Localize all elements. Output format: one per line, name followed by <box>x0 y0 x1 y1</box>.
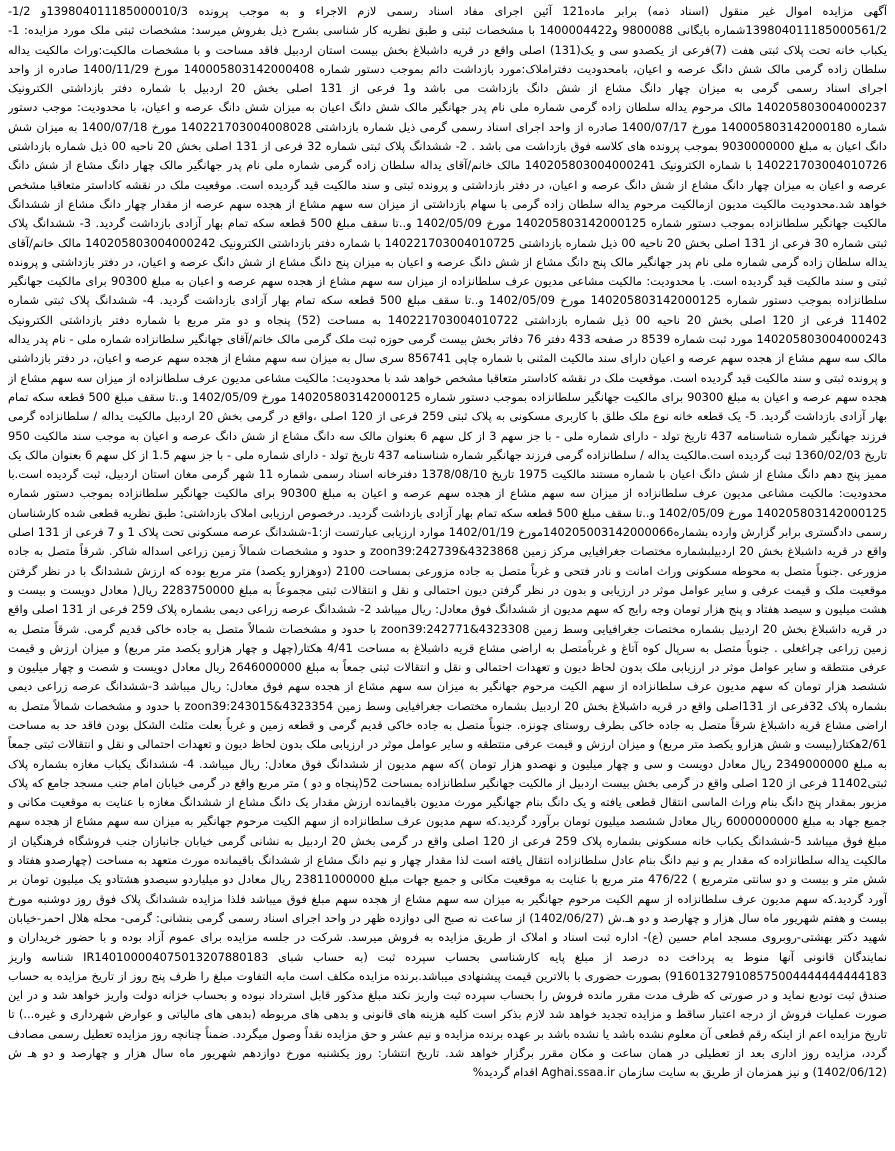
auction-notice-text: آگهی مزایده اموال غیر منقول (اسناد ذمه) برابر ماده121 آئین اجرای مفاد اسناد رسمی لازم الاجراء و به موجب پرونده 139804011185000010/3و 1/2-139804011185000561/2شماره بایگانی 9800088 و1400004422 با مشخصات ثبتی و طبق نظریه کار شناسی بشرح ذیل بفروش میرسد: مشخصات ثبتی ملک مورد مزایده: 1-یکباب خانه تحت پلاک ثبتی هفت (7)فرعی از یکصدو سی و یک(131) اصلی واقع در قریه داشبلاغ بخش بیست استان اردبیل فاقد مساحت و با مشخصات مالکیت:وراث مالکیت یداله سلطان زاده گرمی مالک شش دانگ عرصه و اعیان، بامحدودیت دفتراملاک:مورد بازداشت دائم بموجب دستور شماره 140005803142000408 مورخ 1400/11/29 صادره از واحد اجرای اسناد رسمی گرمی به میزان چهار دانگ مشاع از شش دانگ بازداشت می باشد و1 فرعی از 131 اصلی بخش 20 اردبیل با شماره دفتر بازداشتی الکترونیک 140205803004000237 مالک مرحوم یداله سلطان زاده گرمی شماره ملی نام پدر جهانگیر مالک شش دانگ اعیان به میزان شش دانگ عرصه و اعیان، با محدودیت: موجب دستور شماره 140005803142000180 مورخ 1400/07/17 صادره از واحد اجرای اسناد رسمی گرمی ذیل شماره بازداشتی 140221703004008028 مورخ 1400/07/18 به میزان شش دانگ اعیان به مبلغ 9030000000 بموجب پرونده های کلاسه فوق بازداشت می باشد . 2- ششدانگ پلاک ثبتی شماره 32 فرعی از 131 اصلی بخش 20 ناحیه 00 ذیل شماره بازداشتی 140221703004010726 با شماره الکترونیک 140205803004000241 مالک خانم/آقای یداله سلطان زاده گرمی شماره ملی نام پدر جهانگیر مالک چهار دانگ مشاع از شش دانگ عرصه و اعیان به میزان چهار دانگ مشاع از شش دانگ عرصه و اعیان، در دفتر بازداشتی و پرونده ثبتی و سند مالکیت قید گردیده است. موقعیت ملک در نقشه کاداستر متعاقبا مشخص خواهد شد.محدودیت مالکیت مدیون ازمالکیت مرحوم یداله سلطان زاده گرمی با سهام بازداشتی از میزان سه سهم مشاع از هجده سهم عرصه از مقدار چهار دانگ مشاع از ششدانگ مالکیت جهانگیر سلطانزاده بموجب دستور شماره 140205803142000125 مورخ 1402/05/09 و..تا سقف مبلغ 500 قطعه سکه تمام بهار آزادی بازداشت گردید. 3- ششدانگ پلاک ثبتی شماره 30 فرعی از 131 اصلی بخش 20 ناحیه 00 ذیل شماره بازداشتی 140221703004010725 با شماره دفتر بازداشتی الکترونیک 140205803004000242 مالک خانم/آقای یداله سلطان زاده گرمی شماره ملی نام پدر جهانگیر مالک پنج دانگ مشاع از شش دانگ عرصه و اعیان به میزان پنج دانگ مشاع از شش دانگ عرصه و اعیان، در دفتر بازداشتی و پرونده ثبتی و سند مالکیت قید گردیده است. با محدودیت: مالکیت مشاعی مدیون عرف سلطانزاده از میزان سه سهم مشاع از هجده سهم عرصه و اعیان به مبلغ 90300 برای مالکیت جهانگیر سلطانزاده بموجب دستور شماره 140205803142000125 مورخ 1402/05/09 و..تا سقف مبلغ 500 قطعه سکه تمام بهار آزادی بازداشت گردید. 4- ششدانگ پلاک ثبتی شماره 11402 فرعی از 120 اصلی بخش 20 ناحیه 00 ذیل شماره بازداشتی 140221703004010722 به مساحت (52) پنجاه و دو متر مربع با شماره دفتر بازداشتی الکترونیک 140205803004000243 مورد ثبت شماره 8539 در صفحه 433 دفتر 76 دفاتر بخش بیست گرمی حوزه ثبت ملک گرمی مالک خانم/آقای جهانگیر سلطانزاده شماره ملی - نام پدر یداله مالک سه سهم مشاع از هجده سهم عرصه و اعیان دارای سند مالکیت المثنی با شماره چاپی 856741 سری سال به میزان سه سهم مشاع از هجده سهم عرصه و اعیان، در دفتر بازداشتی و پرونده ثبتی و سند مالکیت قید گردیده است. موقعیت ملک در نقشه کاداستر متعاقبا مشخص خواهد شد با محدودیت: مالکیت مشاعی مدیون عرف سلطانزاده از میزان سه سهم مشاع از هجده سهم عرصه و اعیان به مبلغ 90300 برای مالکیت جهانگیر سلطانزاده بموجب دستور شماره 140205803142000125 مورخ 1402/05/09 و..تا سقف مبلغ 500 قطعه سکه تمام بهار آزادی بازداشت گردید. 5- یک قطعه خانه نوع ملک طلق با کاربری مسکونی به پلاک ثبتی 259 فرعی از 120 اصلی ،واقع در گرمی بخش 20 اردبیل مالکیت یداله / سلطانزاده گرمی فرزند جهانگیر شماره شناسنامه 437 تاریخ تولد - دارای شماره ملی - با جز سهم 3 از کل سهم 6 بعنوان مالک سه دانگ مشاع از شش دانگ عرصه و اعیان به موجب سند مالکیت 950 تاریخ 1360/02/03 ثبت گردیده است.مالکیت یداله / سلطانزاده گرمی فرزند جهانگیر شماره شناسنامه 437 تاریخ تولد - دارای شماره ملی - با جز سهم 1.5 از کل سهم 6 بعنوان مالک یک ممیز پنج دهم دانگ مشاع از شش دانگ اعیان با شماره مستند مالکیت 1975 تاریخ 1378/08/10 دفترخانه اسناد رسمی شماره 11 شهر گرمی مغان استان اردبیل، ثبت گردیده است.با محدودیت: مالکیت مشاعی مدیون عرف سلطانزاده از میزان سه سهم مشاع از هجده سهم عرصه و اعیان به مبلغ 90300 برای مالکیت جهانگیر سلطانزاده بموجب دستور شماره 140205803142000125 مورخ 1402/05/09 و..تا سقف مبلغ 500 قطعه سکه تمام بهار آزادی بازداشت گردید. درخصوص ارزیابی املاک بازداشتی: طبق نظریه قطعی شده کارشناسان رسمی دادگستری برابر گزارش وارده بشماره140205003142000066مورخ 1402/01/19 موارد ارزیابی عبارتست از:1-ششدانگ عرصه مسکونی تحت پلاک 1 و 7 فرعی از 131 اصلی واقع در قریه داشبلاغ بخش 20 اردبیلبشماره مختصات جغرافیایی مرکز زمین zoon39:242739&4323868 و حدود و مشخصات شمالاً زمین زراعی اسداله شاکر. شرقاً متصل به جاده مزورعی .جنوباً متصل به محوطه مسکونی وراث امانت و نادر فتحی و غرباً متصل به جاده مزورعی بمساحت 2100 (دوهزارو یکصد) متر مربع بوده که ارزش ششدانگ با در نظر گرفتن موقعیت ملک و قیمت عرفی و سایر عوامل موثر در ارزیابی و بدون در نظر گرفتن دیون احتمالی و نقل و انتقالات ثبتی مجموعاً به مبلغ 2283750000 ریال( معادل دویست و بیست و هشت میلیون و سیصد هفتاد و پنج هزار تومان وجه رایج که سهم مدیون از ششدانگ فوق معادل: ریال میباشد 2- ششدانگ عرصه زراعی دیمی بشماره پلاک 259 فرعی از 131 اصلی واقع در قریه داشبلاغ بخش 20 اردبیل بشماره مختصات جغرافیایی وسط زمین zoon39:242771&4323308 با حدود و مشخصات شمالاً متصل به جاده خاکی قدیم گرمی. شرقاً متصل به زمین زراعی چراغعلی . جنوباً متصل به سرپال کوه آتاغ و غرباًمتصل به اراضی مشاع قریه داشبلاغ به مساحت 4/41 هکتار(چهل و چهار هزارو یکصد متر مربع) و میزان ارزش و قیمت عرفی منتطقه و سایر عوامل موثر در ارزیابی ملک بدون لحاظ دیون و تعهدات احتمالی و نقل و انتقالات ثبتی جمعاً به مبلغ 2646000000 ریال معادل دویست و شصت و چهار میلیون و ششصد هزار تومان که سهم مدیون عرف سلطانزاده از سهم الکیت مرحوم جهانگیر به میزان سه سهم مشاع از هجده سهم فوق معادل: ریال میباشد 3-ششدانگ عرصه زراعی دیمی بشماره پلاک 32فرعی از 131اصلی واقع در قریه داشبلاغ بخش 20 اردبیل بشماره مختصات جغرافیایی وسط زمین zoon39:243015&4323354 با حدود و مشخصات شمالاً متصل به اراضی مشاع قریه داشبلاغ شرقاً متصل به جاده خاکی بطرف روستای چونزه. جنوباً متصل به جاده خاکی قدیم گرمی و قطعه زمین و غرباً بعلت مثلث الشکل بودن فاقد حد به مساحت 2/61هکتار(بیست و شش هزارو یکصد متر مربع) و میزان ارزش و قیمت عرفی منتطقه و سایر عوامل موثر در ارزیابی ملک بدون لحاظ دیون و تعهدات احتمالی و نقل و انتقالات ثبتی جمعاً به مبلغ 2349000000 ریال معادل دویست و سی و چهار میلیون و نهصدو هزار تومان )که سهم مدیون از ششدانگ فوق معادل: ریال میباشد. 4- ششدانگ یکباب مغازه بشماره پلاک ثبتی11402 فرعی از 120 اصلی واقع در گرمی بخش بیست اردبیل از مالکیت جهانگیر سلطانزاده بمساحت 52(پنجاه و دو ) متر مربع واقع در گرمی خیابان امام جنب مسجد جامع که پلاک مزبور بمقدار پنج دانگ بنام وراث الماسی انتقال قطعی یافته و یک دانگ بنام جهانگیر مورث مدیون باقیمانده ارزش مقدار یک دانگ مشاع از ششدانگ مغازه با عنایت به موقعیت مکانی و جمیع جهاد به مبلغ 6000000000 ریال معادل ششصد میلیون تومان برآورد گردید.که سهم مدیون عرف سلطانزاده از سهم الکیت مرحوم جهانگیر به میزان سه سهم مشاع از هجده سهم مبلغ فوق میباشد 5-ششدانگ یکباب خانه مسکونی بشماره پلاک 259 فرعی از 120 اصلی واقع در گرمی بخش 20 اردبیل به نشانی گرمی خیابان جانبازان جنب فروشگاه فرهنگیان از مالکیت یداله سلطانزاده که مقدار یم و نیم دانگ بنام عادل سلطانزاده انتقال یافته است لذا مقدار چهار و نیم دانگ مشاع از ششدانگ باقیمانده مورث متعهد به مساحت (چهارصدو هفتاد و شش متر و بیست و دو سانتی مترمربع ) 476/22 متر مربع با عنایت به موقعیت مکانی و جمیع جهات مبلغ 23811000000 ریال معادل دو میلیاردو سیصدو هشتادو یک میلیون تومان بر آورد گردید.که سهم مدیون عرف سلطانزاده از سهم الکیت مرحوم جهانگیر به میزان سه سهم مشاع از هجده سهم مبلغ فوق میباشد فلذا مزایده ششدانگ پلاک فوق روز دوشنبه مورخ بیست و هفتم شهریور ماه سال هزار و چهارصد و دو هـ.ش (1402/06/27) از ساعت نه صبح الی دوازده ظهر در واحد اجرای اسناد رسمی گرمی بنشانی: گرمی- محله هلال احمر-خیابان شهید دکتر بهشتی-روبروی مسجد امام حسین (ع)- اداره ثبت اسناد و املاک از طریق مزایده به فروش میرسد. شرکت در جلسه مزایده برای عموم آزاد بوده و با حضور خریداران و نمایندگان قانونی آنها منوط به پرداخت ده درصد از مبلغ پایه کارشناسی بحساب سپرده ثبت (به حساب شبای IR140100004075013207880183 شناسه واریز 916013279108575004444444444183) بصورت حضوری با بالاترین قیمت پیشنهادی میباشد.برنده مزایده مکلف است مابه التفاوت مبلغ را ظرف پنج روز از تاریخ مزایده به حساب صندق ثبت تودیع نماید و در صورتی که ظرف مدت مقرر مانده فروش را بحساب سپرده ثبت واریز نکند مبلغ مذکور قابل استرداد نبوده و بحساب خزانه دولت واریز خواهد شد و در این صورت عملیات فروش از درجه اعتبار ساقط و مزایده تجدید خواهد شد لازم بذکر است کلیه هزینه های قانونی و بدهی های مربوطه (بدهی های مالیاتی و عوارض شهرداری و غیره...) تا تاریخ مزایده اعم از اینکه رقم قطعی آن معلوم نشده باشد یا نشده باشد بر عهده برنده مزایده و نیم عشر و حق مزایده نقداً وصول میگردد. ضمناً چنانچه روز مزایده تعطیل رسمی مصادف گردد، مزایده روز اداری بعد از تعطیلی در همان ساعت و مکان مقرر برگزار خواهد شد. تاریخ انتشار: روز یکشنبه مورخ دوازدهم شهریور ماه سال هزار و چهارصد و دو هـ ش (1402/06/12) و نیز همزمان از طریق به سایت سازمان Aghai.ssaa.ir اقدام گردید% <box>8 4 887 1080</box>
